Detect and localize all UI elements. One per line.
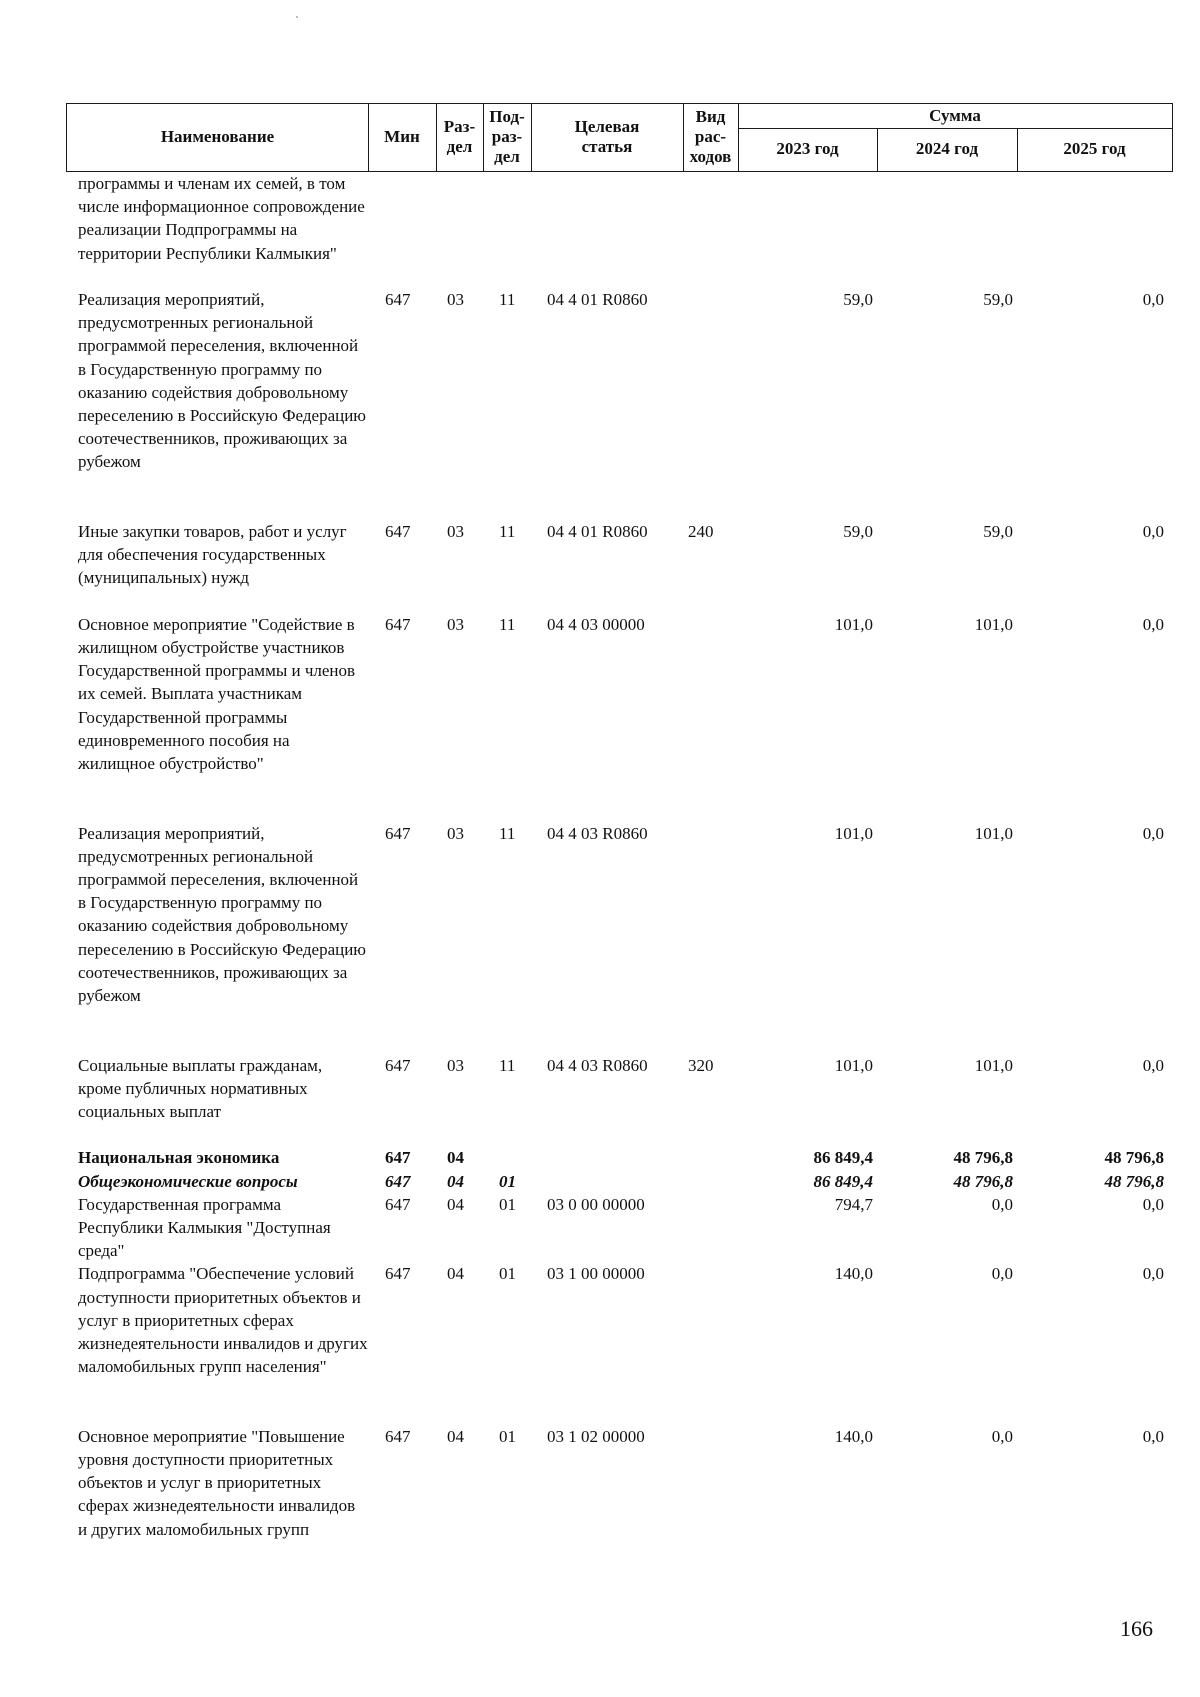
row-min: 647 [385,290,411,309]
row-sum-2024: 48 796,8 [953,1148,1013,1168]
row-name: Общеэкономические вопросы [78,1171,298,1191]
table-row [0,822,1200,1054]
row-sum-2024: 59,0 [983,290,1013,309]
row-min: 647 [385,1264,411,1284]
row-podrazdel: 11 [499,522,516,541]
table-row [0,1425,1200,1587]
row-min: 647 [385,823,411,843]
row-sum-2023: 140,0 [834,1264,873,1284]
row-name: Национальная экономика [78,1148,280,1168]
row-expense-type: 240 [688,522,714,541]
row-min: 647 [385,1426,411,1446]
row-sum-2024: 101,0 [974,1055,1013,1075]
table-row [0,172,1200,288]
row-min: 647 [385,1194,411,1214]
row-target-article: 04 4 03 00000 [547,614,645,634]
table-row [0,1193,1200,1263]
row-sum-2025: 0,0 [1142,1194,1164,1214]
row-sum-2024: 0,0 [991,1264,1013,1284]
row-name: Государственная программа Республики Калмыкия "Доступная среда" [78,1194,331,1261]
row-podrazdel: 11 [499,290,516,309]
row-razdel: 04 [447,1426,464,1446]
header-expense-type: Вид рас- ходов [689,107,732,166]
row-name: Иные закупки товаров, работ и услуг для обеспечения государственных (муниципальных) нужд [78,522,347,588]
row-razdel: 03 [447,290,464,309]
header-razdel: Раз- дел [443,117,476,156]
row-sum-2023: 140,0 [834,1426,873,1446]
scan-speck [296,16,298,18]
row-podrazdel: 01 [499,1194,516,1214]
table-row [0,288,1200,520]
row-name: Социальные выплаты гражданам, кроме публичных нормативных социальных выплат [78,1055,323,1121]
table-row [0,1170,1200,1193]
row-sum-2023: 59,0 [843,522,873,541]
row-name: Реализация мероприятий, предусмотренных региональной программой переселения, включенной в Государственную программу по оказанию содействия добровольному переселению в Российскую Федерацию соотечественников, проживающих за рубежом [78,290,367,472]
row-sum-2024: 59,0 [983,522,1013,541]
row-razdel: 03 [447,522,464,541]
table-header [66,103,1173,172]
row-razdel: 04 [447,1194,464,1214]
row-sum-2025: 48 796,8 [1104,1171,1164,1191]
row-podrazdel: 11 [499,1055,516,1075]
row-target-article: 03 1 00 00000 [547,1264,645,1284]
table-row [0,1262,1200,1424]
row-sum-2025: 0,0 [1142,823,1164,843]
row-podrazdel: 11 [499,614,516,634]
table-body [0,172,1200,1587]
row-name: программы и членам их семей, в том числе информационное сопровождение реализации Подпрограммы на территории Республики Калмыкия" [78,174,365,263]
row-podrazdel: 01 [499,1426,516,1446]
row-sum-2024: 0,0 [991,1426,1013,1446]
row-sum-2023: 101,0 [834,823,873,843]
row-target-article: 04 4 03 R0860 [547,1055,648,1075]
header-target-article: Целевая статья [574,117,640,156]
header-podrazdel: Под- раз- дел [489,107,525,166]
row-name: Основное мероприятие "Повышение уровня доступности приоритетных объектов и услуг в приоритетных сферах жизнедеятельности инвалидов и других маломобильных групп [78,1426,356,1539]
row-sum-2023: 794,7 [834,1194,873,1214]
table-row [0,613,1200,822]
header-year-2024: 2024 год [915,139,979,158]
row-podrazdel: 01 [499,1171,516,1191]
row-sum-2025: 0,0 [1142,614,1164,634]
row-podrazdel: 01 [499,1264,516,1284]
row-min: 647 [385,1148,411,1168]
row-sum-2024: 101,0 [974,823,1013,843]
row-podrazdel: 11 [499,823,516,843]
row-razdel: 04 [447,1171,464,1191]
row-sum-2023: 101,0 [834,1055,873,1075]
page-number: 166 [1120,1616,1153,1641]
row-target-article: 03 0 00 00000 [547,1194,645,1214]
row-sum-2023: 86 849,4 [813,1171,873,1191]
row-sum-2025: 0,0 [1142,1055,1164,1075]
row-sum-2025: 0,0 [1142,1264,1164,1284]
header-min: Мин [384,127,420,146]
header-year-2025: 2025 год [1063,139,1126,158]
row-name: Реализация мероприятий, предусмотренных региональной программой переселения, включенной в Государственную программу по оказанию содействия добровольному переселению в Российскую Федерацию соотечественников, проживающих за рубежом [78,823,367,1006]
row-target-article: 03 1 02 00000 [547,1426,645,1446]
row-min: 647 [385,614,411,634]
row-sum-2025: 0,0 [1142,522,1164,541]
row-sum-2024: 0,0 [991,1194,1013,1214]
header-sum: Сумма [929,106,981,125]
row-sum-2024: 101,0 [974,614,1013,634]
row-name: Основное мероприятие "Содействие в жилищном обустройстве участников Государственной программы и членов их семей. Выплата участникам Государственной программы единовременного пособия на жилищное обустройство" [78,614,356,774]
row-min: 647 [385,522,411,541]
row-min: 647 [385,1171,411,1191]
row-target-article: 04 4 01 R0860 [547,522,648,541]
row-min: 647 [385,1055,411,1075]
row-razdel: 03 [447,823,464,843]
row-sum-2025: 0,0 [1142,1426,1164,1446]
row-razdel: 03 [447,614,464,634]
row-sum-2025: 0,0 [1142,290,1164,309]
row-sum-2023: 101,0 [834,614,873,634]
row-name: Подпрограмма "Обеспечение условий доступности приоритетных объектов и услуг в приоритетных сферах жизнедеятельности инвалидов и других маломобильных групп населения" [78,1264,368,1377]
row-target-article: 04 4 03 R0860 [547,823,648,843]
row-sum-2023: 86 849,4 [813,1148,873,1168]
row-razdel: 04 [447,1264,464,1284]
table-row [0,1054,1200,1147]
header-year-2023: 2023 год [776,139,839,158]
table-row [0,1146,1200,1169]
row-sum-2025: 48 796,8 [1104,1148,1164,1168]
header-name: Наименование [160,127,275,146]
row-expense-type: 320 [688,1055,714,1075]
row-target-article: 04 4 01 R0860 [547,290,648,309]
row-razdel: 04 [447,1148,464,1168]
row-sum-2023: 59,0 [843,290,873,309]
table-row [0,520,1200,613]
row-sum-2024: 48 796,8 [953,1171,1013,1191]
row-razdel: 03 [447,1055,464,1075]
